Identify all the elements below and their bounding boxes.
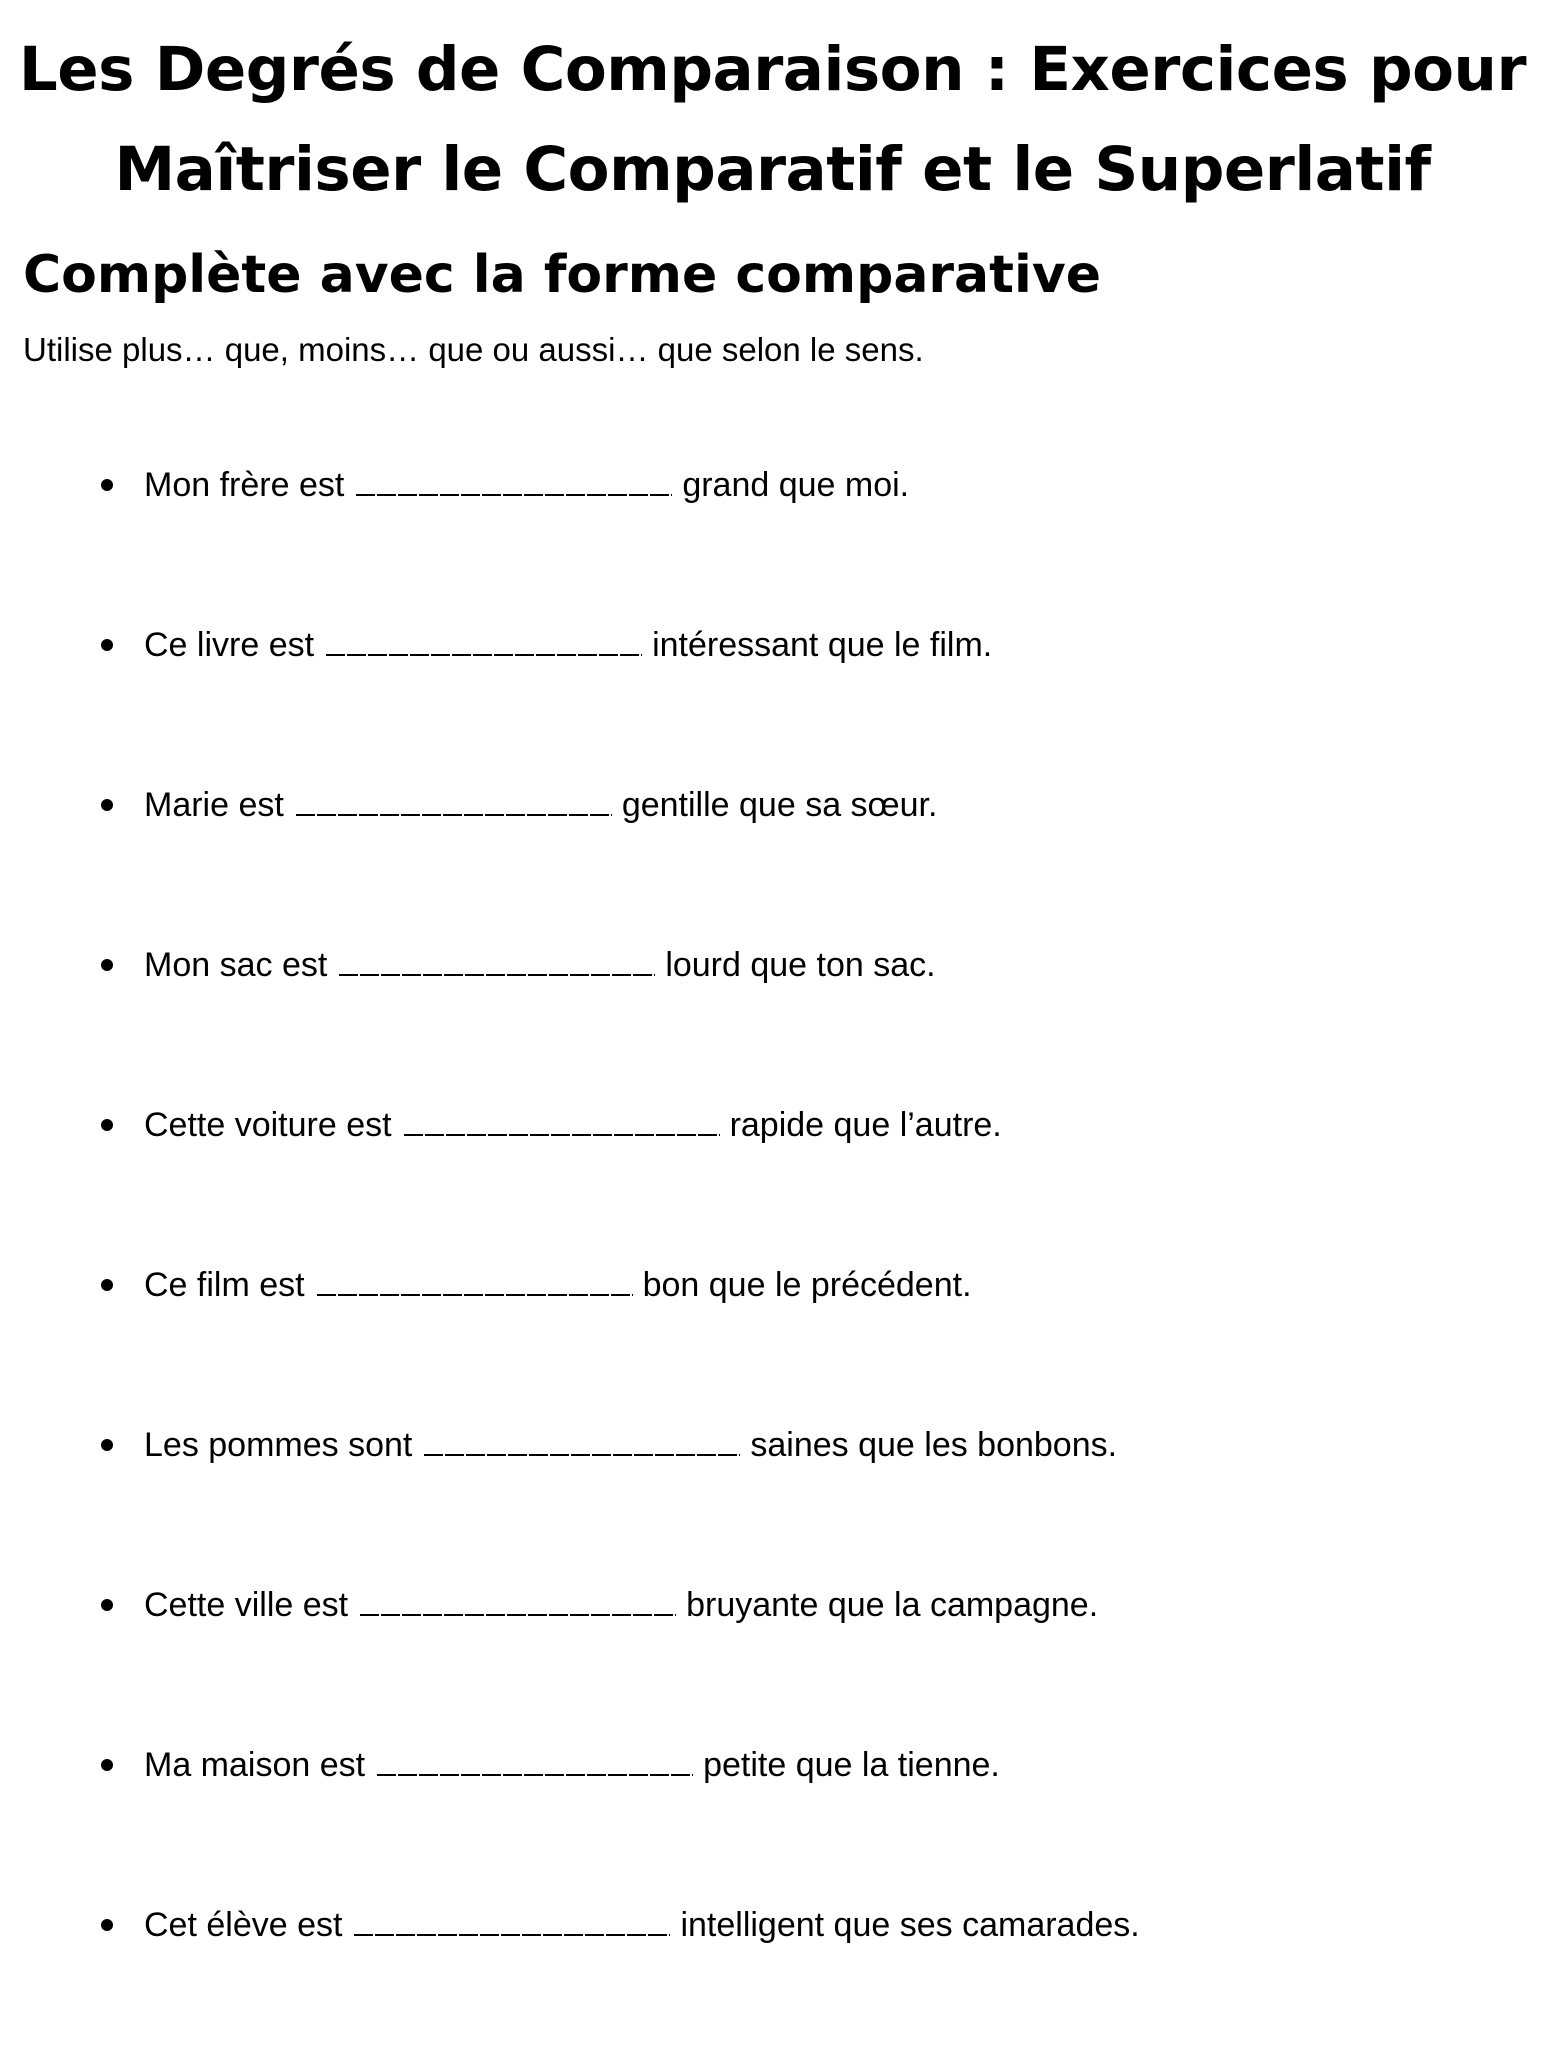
exercise-item — [0, 455, 1140, 615]
answer-blank[interactable] — [339, 946, 655, 976]
bullet-icon — [101, 1119, 113, 1131]
bullet-icon — [101, 1439, 113, 1451]
bullet-icon — [101, 1279, 113, 1291]
answer-blank[interactable] — [326, 626, 642, 656]
exercise-item — [0, 1575, 1140, 1735]
exercise-item — [0, 775, 1140, 935]
exercise-item — [0, 1095, 1140, 1255]
answer-blank[interactable] — [404, 1106, 720, 1136]
exercise-text-before: Ma maison est — [144, 1746, 366, 1784]
exercise-item — [0, 1255, 1140, 1415]
exercise-text-after: gentille que sa sœur. — [621, 786, 938, 824]
bullet-icon — [101, 959, 113, 971]
answer-blank[interactable] — [317, 1266, 633, 1296]
exercise-item — [0, 1735, 1140, 1895]
answer-blank[interactable] — [354, 1906, 670, 1936]
answer-blank[interactable] — [360, 1586, 676, 1616]
bullet-icon — [101, 639, 113, 651]
exercise-text-before: Mon frère est — [144, 466, 345, 504]
exercise-text-before: Mon sac est — [144, 946, 328, 984]
exercise-text-after: bon que le précédent. — [642, 1266, 972, 1304]
bullet-icon — [101, 1599, 113, 1611]
exercise-item — [0, 935, 1140, 1095]
answer-blank[interactable] — [377, 1746, 693, 1776]
bullet-icon — [101, 1919, 113, 1931]
answer-blank[interactable] — [356, 466, 672, 496]
exercise-text-after: rapide que l’autre. — [729, 1106, 1002, 1144]
section-instructions: Utilise plus… que, moins… que ou aussi… que selon le sens. — [23, 331, 924, 368]
exercise-text-before: Cet élève est — [144, 1906, 343, 1944]
exercise-text-before: Cette ville est — [144, 1586, 349, 1624]
exercise-text-after: petite que la tienne. — [703, 1746, 1000, 1784]
exercise-text-after: intéressant que le film. — [652, 626, 993, 664]
exercise-text-after: grand que moi. — [682, 466, 910, 504]
exercise-item — [0, 1895, 1140, 2055]
exercise-text-before: Les pommes sont — [144, 1426, 413, 1464]
page-title-line-1: Les Degrés de Comparaison : Exercices pour — [18, 34, 1527, 105]
page-title-line-2: Maîtriser le Comparatif et le Superlatif — [114, 134, 1431, 205]
exercise-text-after: lourd que ton sac. — [665, 946, 936, 984]
exercise-item — [0, 1415, 1140, 1575]
section-title: Complète avec la forme comparative — [23, 245, 1101, 305]
exercise-text-after: intelligent que ses camarades. — [680, 1906, 1140, 1944]
answer-blank[interactable] — [296, 786, 612, 816]
page-title — [0, 20, 1545, 220]
exercise-text-before: Ce livre est — [144, 626, 315, 664]
exercise-text-after: bruyante que la campagne. — [686, 1586, 1099, 1624]
bullet-icon — [101, 1759, 113, 1771]
bullet-icon — [101, 799, 113, 811]
exercise-text-before: Marie est — [144, 786, 284, 824]
answer-blank[interactable] — [424, 1426, 740, 1456]
exercise-list — [0, 455, 1140, 2055]
exercise-text-after: saines que les bonbons. — [750, 1426, 1118, 1464]
exercise-item — [0, 615, 1140, 775]
bullet-icon — [101, 479, 113, 491]
exercise-text-before: Ce film est — [144, 1266, 305, 1304]
exercise-text-before: Cette voiture est — [144, 1106, 392, 1144]
